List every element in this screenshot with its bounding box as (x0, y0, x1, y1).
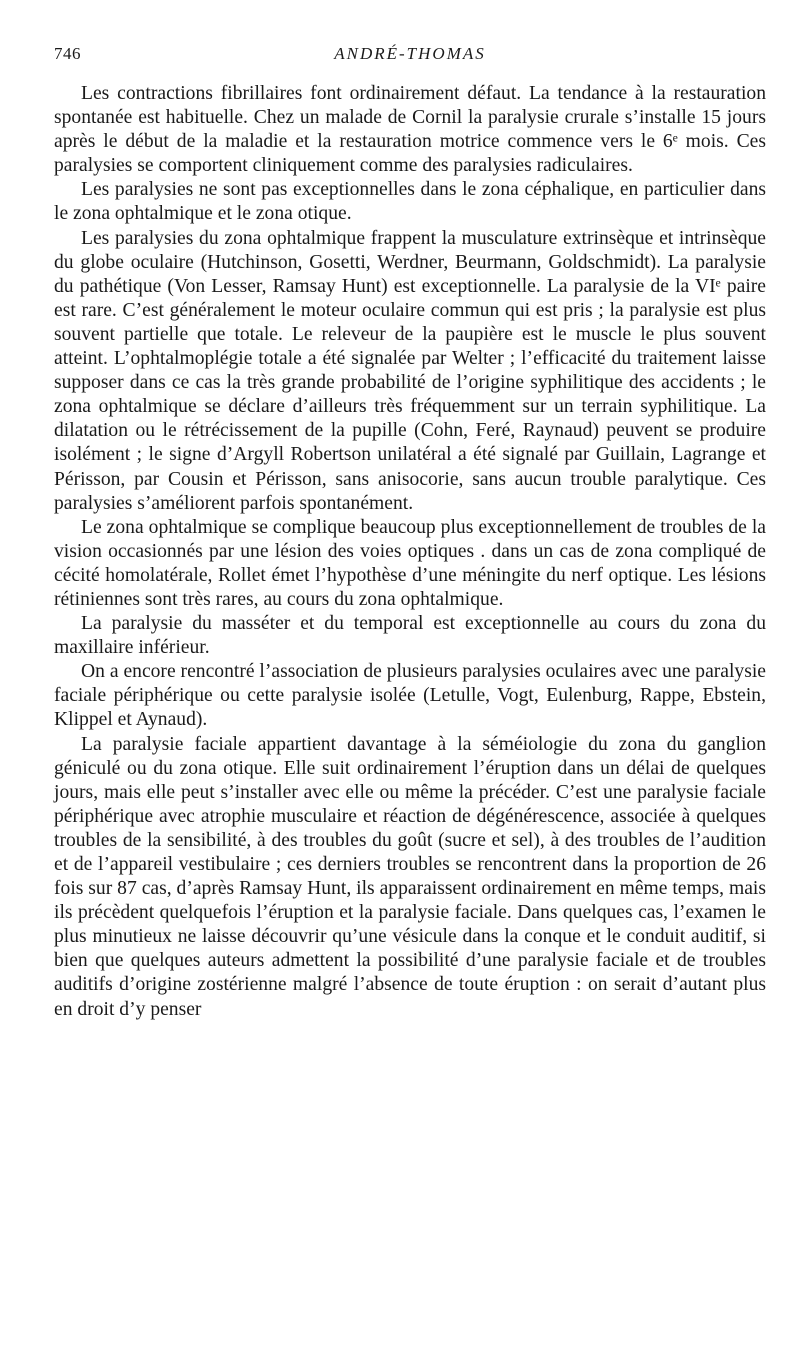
body-text (54, 82, 766, 1022)
paragraph: On a encore rencontré l’association de plusieurs paralysies oculaires avec une paralysie faciale périphérique ou cette paralysie isolée (Letulle, Vogt, Eulenburg, Rappe, Ebstein, Klippel et Aynaud). (54, 661, 766, 731)
paragraph: Le zona ophtalmique se complique beaucoup plus exceptionnellement de troubles de la vision occasionnés par une lésion des voies optiques . dans un cas de zona compliqué de cécité homolatérale, Rollet émet l’hypothèse d’une méningite du nerf optique. Les lésions rétiniennes sont très rares, au cours du zona ophtalmique. (54, 516, 766, 610)
document-page (54, 44, 766, 1022)
paragraph: Les paralysies ne sont pas exceptionnelles dans le zona céphalique, en particulier dans le zona ophtalmique et le zona otique. (54, 179, 766, 225)
paragraph: Les paralysies du zona ophtalmique frappent la musculature extrinsèque et intrinsèque du globe oculaire (Hutchinson, Gosetti, Werdner, Beurmann, Goldschmidt). La paralysie du pathétique (Von Lesser, Ramsay Hunt) est exceptionnelle. La paralysie de la VIᵉ paire est rare. C’est généralement le moteur oculaire commun qui est pris ; la paralysie est plus souvent partielle que totale. Le releveur de la paupière est le muscle le plus souvent atteint. L’ophtalmoplégie totale a été signalée par Welter ; l’efficacité du traitement laisse supposer dans ce cas la très grande probabilité de l’origine syphilitique des accidents ; le zona ophtalmique se déclare d’ailleurs très fréquemment sur un terrain syphilitique. La dilatation ou le rétrécissement de la pupille (Cohn, Feré, Raynaud) peuvent se produire isolément ; le signe d’Argyll Robertson unilatéral a été signalé par Guillain, Lagrange et Périsson, par Cousin et Périsson, sans anisocorie, sans aucun trouble paralytique. Ces paralysies s’améliorent parfois spontanément. (54, 227, 766, 514)
page-number: 746 (54, 44, 81, 63)
page-header (54, 44, 766, 72)
running-head: ANDRÉ-THOMAS (334, 44, 486, 63)
paragraph: La paralysie du masséter et du temporal est exceptionnelle au cours du zona du maxillaire inférieur. (54, 613, 766, 659)
paragraph: Les contractions fibrillaires font ordinairement défaut. La tendance à la restauration spontanée est habituelle. Chez un malade de Cornil la paralysie crurale s’installe 15 jours après le début de la maladie et la restauration motrice commence vers le 6ᵉ mois. Ces paralysies se comportent cliniquement comme des paralysies radiculaires. (54, 83, 766, 177)
paragraph: La paralysie faciale appartient davantage à la séméiologie du zona du ganglion géniculé ou du zona otique. Elle suit ordinairement l’éruption dans un délai de quelques jours, mais elle peut s’installer avec elle ou même la précéder. C’est une paralysie faciale périphérique avec atrophie musculaire et réaction de dégénérescence, associée à quelques troubles de la sensibilité, à des troubles du goût (sucre et sel), à des troubles de l’audition et de l’appareil vestibulaire ; ces derniers troubles se rencontrent dans la proportion de 26 fois sur 87 cas, d’après Ramsay Hunt, ils apparaissent ordinairement en même temps, mais ils précèdent quelquefois l’éruption et la paralysie faciale. Dans quelques cas, l’examen le plus minutieux ne laisse découvrir qu’une vésicule dans la conque et le conduit auditif, si bien que quelques auteurs admettent la possibilité d’une paralysie faciale et de troubles auditifs d’origine zostérienne malgré l’absence de toute éruption : on serait d’autant plus en droit d’y penser (54, 733, 766, 1020)
